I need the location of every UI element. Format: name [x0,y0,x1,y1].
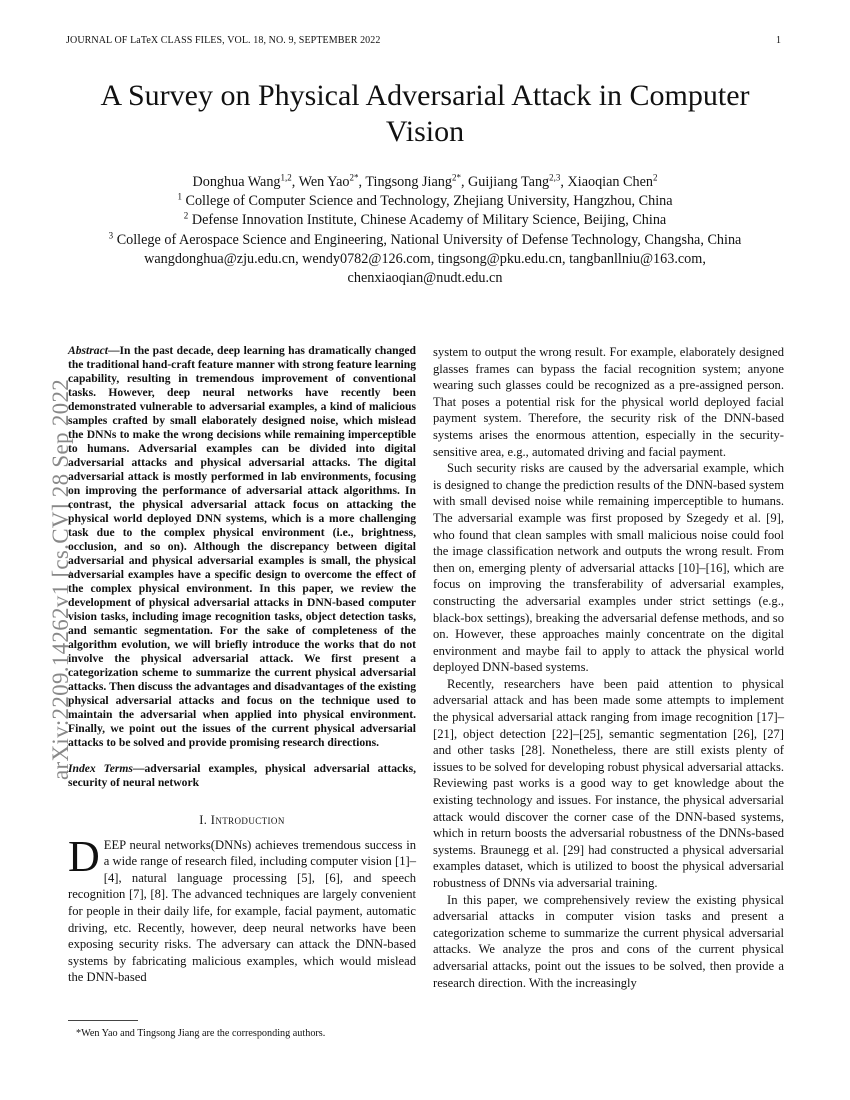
arxiv-stamp[interactable]: arXiv:2209.14262v1 [cs.CV] 28 Sep 2022 [48,378,73,780]
author-sup: 2 [653,172,658,183]
author-name: Guijiang Tang [468,174,550,190]
arxiv-stamp-container [12,290,73,780]
affiliation [40,211,810,230]
affiliation-text: Defense Innovation Institute, Chinese Academy of Military Science, Beijing, China [191,212,667,229]
body-paragraph: In this paper, we comprehensively review the existing physical adversarial attacks in computer vision tasks and present a categorization scheme to summarize the current physical adversarial attacks. We analyze the pros and cons of the current physical adversarial attacks, point out the issues to be solved, then provide a research direction. With the increasingly [433,892,784,990]
intro-text: EEP neural networks(DNNs) achieves tremendous success in a wide range of research filed, including computer vision [1]–[4], natural language processing [5], [6], and speech recognition [7], [8]. The advanced techniques are largely convenient for people in their daily life, for example, facial payment, automatic driving, etc. Recently, however, deep neural networks have been exposing security risks. The adversary can attack the DNN-based systems by fabricating malicious examples, which would mislead the DNN-based [68,837,416,985]
author-sup: 1,2 [280,172,292,183]
index-terms-label: Index Terms [68,762,133,775]
affiliation-text: College of Aerospace Science and Engineering, National University of Defense Technology, Changsha, China [116,231,742,248]
author-sup: 2,3 [549,172,561,183]
author-name: Xiaoqian Chen [567,174,653,190]
body-paragraph: Such security risks are caused by the adversarial example, which is designed to change the prediction results of the DNN-based system with small devised noise while remaining imperceptible to humans. The adversarial example was first proposed by Szegedy et al. [9], who found that clean samples with small malicious noise could fool the image classification network and outputs the wrong result. From then on, emerging plenty of adversarial attacks [10]–[16], which are focus on improving the transferability of adversarial examples, constructing the adversarial examples under strict settings (e.g., black-box settings), breaking the adversarial defense methods, and so on. However, these approaches mainly concentrate on the digital environment and maybe fail to apply to attack the physical world deployed DNN-based systems. [433,461,784,675]
body-paragraph: system to output the wrong result. For example, elaborately designed glasses frames can bypass the facial recognition system; anyone wearing such glasses could be recognized as a pre-assigned person. That poses a potential risk for the physical world deployed facial payment system. Therefore, the security risk of the DNN-based systems arises the enormous attention, especially in the security-sensitive area, e.g., automated driving and facial payment. [433,345,784,459]
running-header: JOURNAL OF LaTeX CLASS FILES, VOL. 18, NO. 9, SEPTEMBER 2022 [66,35,381,46]
emails-line: wangdonghua@zju.edu.cn, wendy0782@126.com, tingsong@pku.edu.cn, tangbanllniu@163.com, [144,250,706,267]
dropcap: D [68,831,100,881]
section-title: Introduction [210,813,285,827]
footnote-rule [68,1020,138,1021]
paper-title: A Survey on Physical Adversarial Attack in Computer Vision [100,79,750,148]
affiliation-sup: 1 [177,191,182,202]
right-column [433,344,784,991]
abstract [68,344,416,750]
footnote: *Wen Yao and Tingsong Jiang are the corresponding authors. [76,1028,326,1039]
author-sup: 2* [349,172,359,183]
affiliation-sup: 2 [183,210,189,221]
intro-paragraph [68,831,416,986]
body-paragraph: Recently, researchers have been paid attention to physical adversarial attack and has been made some attempts to implement the physical adversarial attack ranging from image recognition [17]–[21], object detection [22]–[25], semantic segmentation [26], [27] and other tasks [28]. Nonetheless, there are still exists plenty of issues to be solved for developing robust physical adversarial attacks. Reviewing past works is a good way to get knowledge about the existing technology and issues. For instance, the physical adversarial attack would discover the corner case of the DNN-based systems, which in return boosts the adversarial robustness of the DNNs-based systems. Braunegg et al. [29] had constructed a physical adversarial examples dataset, which is utilized to boost the physical adversarial robustness of DNNs via adversarial training. [433,676,784,890]
author-name: Wen Yao [298,174,350,190]
abstract-text: —In the past decade, deep learning has dramatically changed the traditional hand-craft feature manner with strong feature learning capability, resulting in tremendous improvement of conventional tasks. However, deep neural networks have recently been demonstrated vulnerable to adversarial examples, a kind of malicious samples crafted by small elaborately designed noise, which mislead the DNNs to make the wrong decisions while remaining imperceptible to humans. Adversarial examples can be divided into digital adversarial attacks and physical adversarial attacks. The digital adversarial attack is mostly performed in lab environments, focusing on improving the performance of adversarial attack algorithms. In contrast, the physical adversarial attack focus on attacking the physical world deployed DNN systems, which is a more challenging task due to the complex physical environment (i.e., brightness, occlusion, and so on). Although the discrepancy between digital adversarial and physical adversarial examples is small, the physical adversarial examples have a specific design to overcome the effect of the complex physical environment. In this paper, we review the development of physical adversarial attacks in DNN-based computer vision tasks, including image recognition tasks, object detection tasks, and semantic segmentation. For the sake of completeness of the algorithm evolution, we will briefly introduce the works that do not involve the physical adversarial attack. We first present a categorization scheme to summarize the current physical adversarial attacks. Then discuss the advantages and disadvantages of the existing physical adversarial attacks and focus on the technique used to maintain the adversarial when applied into physical environment. Finally, we point out the issues of the current physical adversarial attacks to be solved and provide promising research directions. [68,344,416,749]
emails-line: chenxiaoqian@nudt.edu.cn [347,270,503,287]
abstract-label: Abstract [68,344,108,357]
affiliation-sup: 3 [108,229,114,240]
author-sup: 2* [451,172,461,183]
page-number: 1 [776,35,781,46]
index-terms-text: —adversarial examples, physical adversarial attacks, security of neural network [68,762,416,789]
section-heading [68,812,416,829]
affiliation [40,192,810,211]
index-terms [68,762,416,790]
section-number: I. [199,813,208,827]
affiliation-text: College of Computer Science and Technology, Zhejiang University, Hangzhou, China [185,193,673,210]
author-name: Tingsong Jiang [365,174,452,190]
affiliation [40,231,810,250]
author-name: Donghua Wang [192,174,281,190]
left-column [68,344,416,986]
author-names: Donghua Wang$^{1,2}$, Wen Yao$^{2*}$, Tingsong Jiang$^{2*}$, Guijiang Tang$^{2,3}$, Xiaoqian Chen$^2$ [192,172,658,190]
author-block [40,173,810,288]
